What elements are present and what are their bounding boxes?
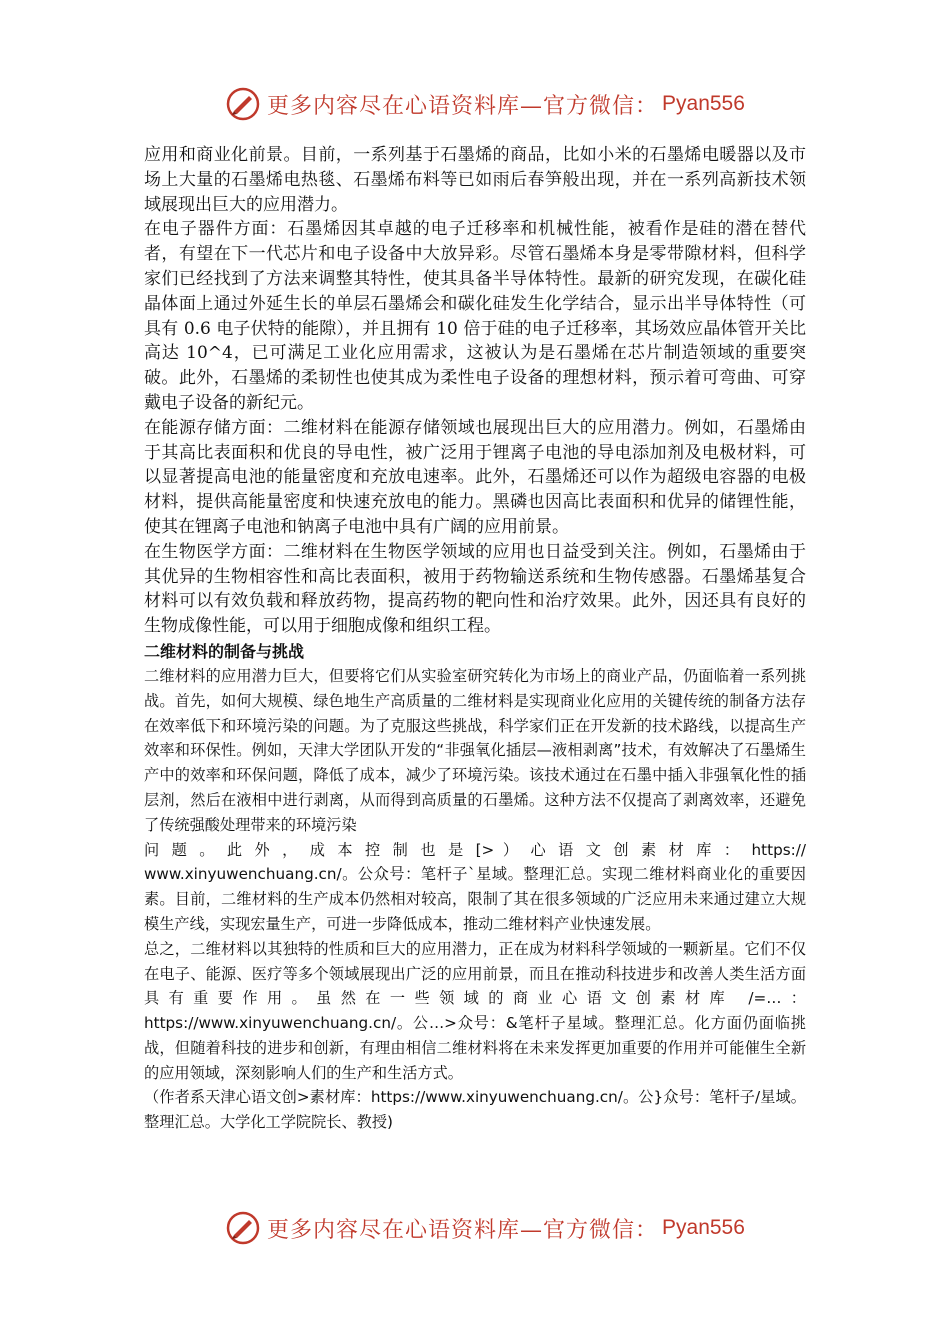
paragraph-biomedical: 在生物医学方面：二维材料在生物医学领域的应用也日益受到关注。例如，石墨烯由于其优异的生物相容性和高比表面积，被用于药物输送系统和生物传感器。石墨烯基复合材料可以有效负载和释放药物，提高药物的靶向性和治疗效果。此外，因还具有良好的生物成像性能，可以用于细胞成像和组织工程。: [144, 541, 806, 637]
banner-text: 更多内容尽在心语资料库—官方微信：: [267, 93, 659, 119]
banner-wechat-id: Pyan556: [662, 1216, 745, 1239]
paragraph-challenges-cont: www.xinyuwenchuang.cn/。公众号：笔杆子`星域。整理汇总。实现二维材料商业化的重要因素。目前，二维材料的生产成本仍然相对较高，限制了其在很多领域的广泛应用未来通过建立大规模生产线，实现宏量生产，可进一步降低成本，推动二维材料产业快速发展。: [144, 865, 806, 933]
footer-banner: [225, 1208, 745, 1248]
paragraph-electronics: 在电子器件方面：石墨烯因其卓越的电子迁移率和机械性能，被看作是硅的潜在替代者，有望在下一代芯片和电子设备中大放异彩。尽管石墨烯本身是零带隙材料，但科学家们已经找到了方法来调整其特性，使其具备半导体特性。最新的研究发现，在碳化硅晶体面上通过外延生长的单层石墨烯会和碳化硅发生化学结合，显示出半导体特性（可具有 0.6 电子伏特的能隙），并且拥有 10 倍于硅的电子迁移率，其场效应晶体管开关比高达 10^4，已可满足工业化应用需求，这被认为是石墨烯在芯片制造领域的重要突破。此外，石墨烯的柔韧性也使其成为柔性电子设备的理想材料，预示着可弯曲、可穿戴电子设备的新纪元。: [144, 219, 806, 413]
pen-paper-logo-icon: [225, 86, 261, 122]
section-heading: 二维材料的制备与挑战: [144, 641, 305, 661]
article-body: [144, 143, 806, 1135]
banner-text: 更多内容尽在心语资料库—官方微信：: [267, 1217, 659, 1243]
author-note: （作者系天津心语文创>素材库：https://www.xinyuwenchuang.cn/。公}众号：笔杆子/星域。整理汇总。大学化工学院院长、教授): [144, 1088, 806, 1132]
pen-paper-logo-icon: [225, 1210, 261, 1246]
paragraph-conclusion: 总之，二维材料以其独特的性质和巨大的应用潜力，正在成为材料科学领域的一颗新星。它们不仅在电子、能源、医疗等多个领域展现出广泛的应用前景，而且在推动科技进步和改善人类生活方面具有重要作用。虽然在一些领域的商业心语文创素材库 /=…：https://www.xinyuwenchuang.cn/。公…>众号：&笔杆子星域。整理汇总。化方面仍面临挑战，但随着科技的进步和创新，有理由相信二维材料将在未来发挥更加重要的作用并可能催生全新的应用领域，深刻影响人们的生产和生活方式。: [144, 939, 806, 1082]
paragraph-challenges: 二维材料的应用潜力巨大，但要将它们从实验室研究转化为市场上的商业产品，仍面临着一系列挑战。首先，如何大规模、绿色地生产高质量的二维材料是实现商业化应用的关键传统的制备方法存在效率低下和环境污染的问题。为了克服这些挑战，科学家们正在开发新的技术路线，以提高生产效率和环保性。例如，天津大学团队开发的“非强氧化插层—液相剥离”技术，有效解决了石墨烯生产中的效率和环保问题，降低了成本，减少了环境污染。该技术通过在石墨中插入非强氧化性的插层剂，然后在液相中进行剥离，从而得到高质量的石墨烯。这种方法不仅提高了剥离效率，还避免了传统强酸处理带来的环境污染: [144, 666, 806, 834]
paragraph-intro: 应用和商业化前景。目前，一系列基于石墨烯的商品，比如小米的石墨烯电暖器以及市场上大量的石墨烯电热毯、石墨烯布料等已如雨后春笋般出现，并在一系列高新技术领域展现出巨大的应用潜力。: [144, 145, 806, 215]
header-banner: [225, 84, 745, 124]
banner-wechat-id: Pyan556: [662, 92, 745, 115]
paragraph-energy: 在能源存储方面：二维材料在能源存储领域也展现出巨大的应用潜力。例如，石墨烯由于其高比表面积和优良的导电性，被广泛用于锂离子电池的导电添加剂及电极材料，可以显著提高电池的能量密度和充放电速率。此外，石墨烯还可以作为超级电容器的电极材料，提供高能量密度和快速充放电的能力。黑磷也因高比表面积和优异的储锂性能，使其在锂离子电池和钠离子电池中具有广阔的应用前景。: [144, 417, 806, 537]
paragraph-challenges-spread-line: 问 题 。 此 外 ， 成 本 控 制 也 是 [> ） 心 语 文 创 素 材 库 ： https://: [144, 840, 806, 859]
